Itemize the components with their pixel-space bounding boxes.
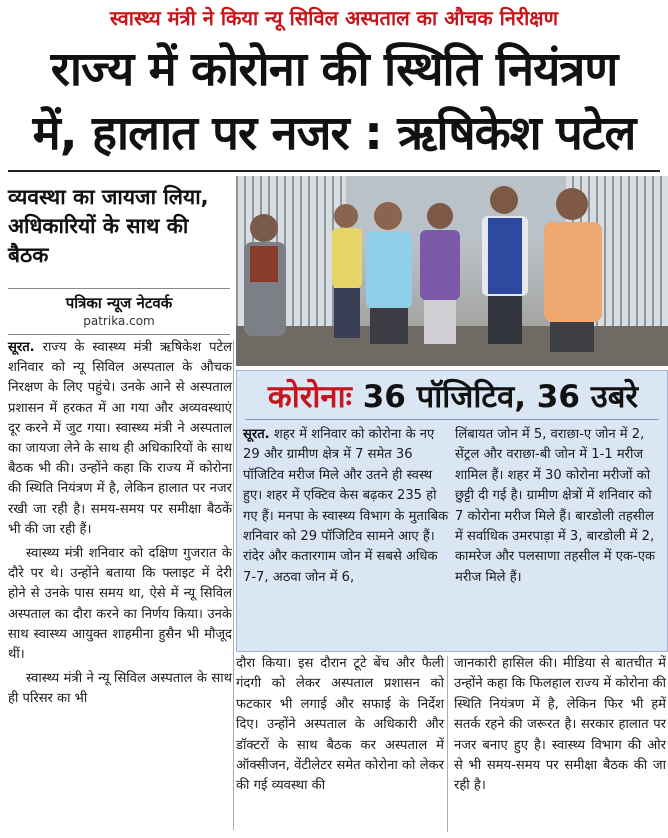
box-title-highlight: कोरोनाः bbox=[267, 379, 352, 415]
headline bbox=[8, 38, 660, 166]
news-photo bbox=[236, 176, 668, 366]
main-story-text-1: राज्य के स्वास्थ्य मंत्री ऋषिकेश पटेल शनिवार को न्यू सिविल अस्पताल के औचक निरक्षण के लिए पहुंचे। उनके आने से अस्पताल प्रशासन में हरकत में आ गया और अव्यवस्थाएं दूर करने में जुट गया। स्वास्थ्य मंत्री ने अस्पताल का जायजा लेने के साथ ही अधिकारियों के साथ बैठक भी की। उन्होंने कहा कि राज्य में कोरोना की स्थिति नियंत्रण में है, लेकिन हालात पर नजर रखी जा रही है। समय-समय पर समीक्षा बैठकें भी की जा रही हैं। bbox=[8, 340, 232, 537]
main-story-para-3: स्वास्थ्य मंत्री ने न्यू सिविल अस्पताल के साथ ही परिसर का भी bbox=[8, 671, 232, 707]
subhead: व्यवस्था का जायजा लिया, अधिकारियों के साथ की बैठक bbox=[8, 185, 209, 267]
headline-rule bbox=[8, 170, 660, 172]
main-story-para-4: दौरा किया। इस दौरान टूटे बेंच और फैली गंदगी को लेकर अस्पताल प्रशासन को फटकार भी लगाई और सफाई के निर्देश दिए। उन्होंने अस्पताल के अधिकारी और डॉक्टरों के साथ बैठक कर अस्पताल में ऑक्सीजन, वेंटीलेटर समेत कोरोना को लेकर की गई व्यवस्था की bbox=[236, 656, 444, 794]
dateline: सूरत. bbox=[8, 340, 35, 355]
box-text-1: शहर में शनिवार को कोरोना के नए 29 और ग्रामीण क्षेत्र में 7 समेत 36 पॉजिटिव मरीज मिले और उतने ही स्वस्थ हुए। शहर में एक्टिव केस बढ़कर 235 हो गए हैं। मनपा के स्वास्थ्य विभाग के मुताबिक शनिवार को 29 पॉजिटिव सामने आए हैं। रांदेर और कतारगाम जोन में सबसे अधिक 7-7, अठवा जोन में 6, bbox=[243, 427, 449, 585]
main-story-column-3 bbox=[454, 654, 666, 797]
byline-rule bbox=[8, 334, 230, 335]
main-story-para-2: स्वास्थ्य मंत्री शनिवार को दक्षिण गुजरात के दौरे पर थे। उन्होंने बताया कि फ्लाइट में देरी होने से उनके पास समय था, ऐसे में न्यू सिविल अस्पताल का दौरा करने का निर्णय किया। उनके साथ स्वास्थ्य आयुक्त शाहमीना हुसैन भी मौजूद थीं। bbox=[8, 546, 232, 663]
main-story-para-5: जानकारी हासिल की। मीडिया से बातचीत में उन्होंने कहा कि फिलहाल राज्य में कोरोना की स्थिति नियंत्रण में है, लेकिन फिर भी हमें सतर्क रहने की जरूरत है। सरकार हालात पर नजर बनाए हुए है। स्वास्थ्य विभाग की ओर से भी समय-समय पर समीक्षा बैठक की जा रही है। bbox=[454, 656, 666, 794]
column-divider-2 bbox=[447, 656, 448, 832]
main-story-column-2 bbox=[236, 654, 444, 797]
box-title bbox=[237, 375, 668, 419]
subhead-rule bbox=[8, 288, 230, 289]
site-name: patrika.com bbox=[83, 314, 155, 328]
headline-line-1: राज्य में कोरोना की स्थिति नियंत्रण bbox=[50, 42, 618, 97]
corona-update-box bbox=[236, 370, 668, 652]
kicker-line: स्वास्थ्य मंत्री ने किया न्यू सिविल अस्पताल का औचक निरीक्षण bbox=[109, 6, 559, 30]
main-story-column-1 bbox=[8, 338, 232, 710]
box-column-1 bbox=[243, 425, 449, 588]
byline: पत्रिका न्यूज नेटवर्क bbox=[65, 294, 173, 312]
box-text-2: लिंबायत जोन में 5, वराछा-ए जोन में 2, सेंट्रल और वराछा-बी जोन में 1-1 मरीज शामिल हैं। शहर में 30 कोरोना मरीजों को छुट्टी दी गई है। ग्रामीण क्षेत्रों में शनिवार को 7 कोरोना मरीज मिले हैं। बारडोली तहसील में सर्वाधिक उमरपाड़ा में 3, बारडोली में 2, कामरेज और पलसाणा तहसील में एक-एक मरीज मिले हैं। bbox=[455, 427, 656, 585]
photo-illustration bbox=[236, 176, 668, 366]
headline-line-2: में, हालात पर नजर : ऋषिकेश पटेल bbox=[32, 106, 636, 161]
column-divider bbox=[233, 340, 234, 830]
box-column-2 bbox=[455, 425, 661, 588]
main-story-para-1 bbox=[8, 338, 232, 540]
box-title-rest: 36 पॉजिटिव, 36 उबरे bbox=[351, 379, 639, 415]
box-title-rule bbox=[245, 419, 659, 420]
box-dateline: सूरत. bbox=[243, 427, 270, 442]
